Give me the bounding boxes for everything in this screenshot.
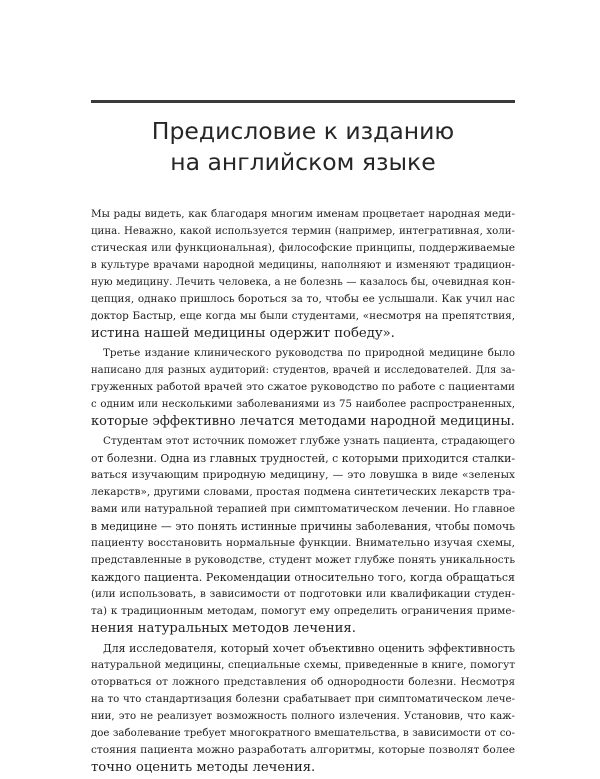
- text-line: (или использовать, в зависимости от подготовки или квалификации студен-: [91, 588, 515, 600]
- text-line: вами или натуральной терапией при симптоматическом лечении. Но главное: [91, 504, 515, 515]
- text-line: лекарств», другими словами, простая подмена синтетических лекарств тра-: [91, 486, 515, 498]
- page-title: [0, 116, 600, 178]
- text-line: в культуре врачами народной медицины, наполняют и изменяют традицион-: [91, 260, 515, 271]
- text-line: ную медицину. Лечить человека, а не болезнь — казалось бы, очевидная кон-: [91, 277, 515, 288]
- text-line: от болезни. Одна из главных трудностей, с которыми приходится сталки-: [91, 452, 515, 465]
- text-line: стояния пациента можно разработать алгоритмы, которые позволят более: [91, 744, 515, 756]
- text-line: написано для разных аудиторий: студентов, врачей и исследователей. Для за-: [91, 365, 515, 376]
- text-line: каждого пациента. Рекомендации относительно того, когда обращаться: [91, 571, 515, 584]
- text-line: цепция, однако пришлось бороться за то, чтобы ее услышали. Как учил нас: [91, 293, 515, 305]
- title-line: Предисловие к изданию: [151, 117, 455, 145]
- text-line: стическая или функциональная), философские принципы, поддерживаемые: [91, 242, 515, 254]
- text-line: которые эффективно лечатся методами народной медицины.: [91, 414, 515, 429]
- text-line: оторваться от ложного представления об однородности болезни. Несмотря: [91, 676, 515, 688]
- text-line: Третье издание клинического руководства по природной медицине было: [103, 347, 515, 359]
- text-line: доктор Бастыр, еще когда мы были студентами, «несмотря на препятствия,: [91, 310, 515, 322]
- title-line: на английском языке: [170, 148, 436, 176]
- text-line: нения натуральных методов лечения.: [91, 621, 356, 636]
- text-line: с одним или несколькими заболеваниями из 75 наиболее распространенных,: [91, 399, 515, 410]
- text-line: Мы рады видеть, как благодаря многим именам процветает народная меди-: [91, 208, 515, 220]
- text-line: Студентам этот источник поможет глубже узнать пациента, страдающего: [103, 435, 515, 447]
- text-line: точно оценить методы лечения.: [91, 760, 316, 775]
- paragraph: [91, 345, 515, 430]
- text-line: в медицине — это понять истинные причины заболевания, чтобы помочь: [91, 520, 515, 533]
- text-line: ваться изучающим природную медицину, — это ловушка в виде «зеленых: [91, 469, 515, 481]
- text-line: цина. Неважно, какой используется термин (например, интегративная, холи-: [91, 226, 515, 237]
- text-line: истина нашей медицины одержит победу».: [91, 326, 395, 341]
- paragraph: [91, 640, 515, 776]
- text-line: Для исследователя, который хочет объективно оценить эффективность: [103, 642, 515, 655]
- text-line: натуральной медицины, специальные схемы, приведенные в книге, помогут: [91, 659, 515, 671]
- text-line: дое заболевание требует многократного вмешательства, в зависимости от со-: [91, 728, 515, 739]
- paragraph: [91, 433, 515, 637]
- paragraph: [91, 206, 515, 342]
- text-line: нии, это не реализует возможность полного излечения. Установив, что каж-: [91, 711, 515, 722]
- body-text: [91, 206, 515, 779]
- top-rule: [91, 100, 515, 103]
- text-line: представленные в руководстве, студент может глубже понять уникальность: [91, 554, 515, 566]
- text-line: груженных работой врачей это сжатое руководство по работе с пациентами: [91, 381, 515, 393]
- text-line: пациенту восстановить нормальные функции. Внимательно изучая схемы,: [91, 537, 515, 549]
- text-line: та) к традиционным методам, помогут ему определить ограничения приме-: [91, 605, 515, 617]
- text-line: на то что стандартизация болезни срабатывает при симптоматическом лече-: [91, 694, 515, 705]
